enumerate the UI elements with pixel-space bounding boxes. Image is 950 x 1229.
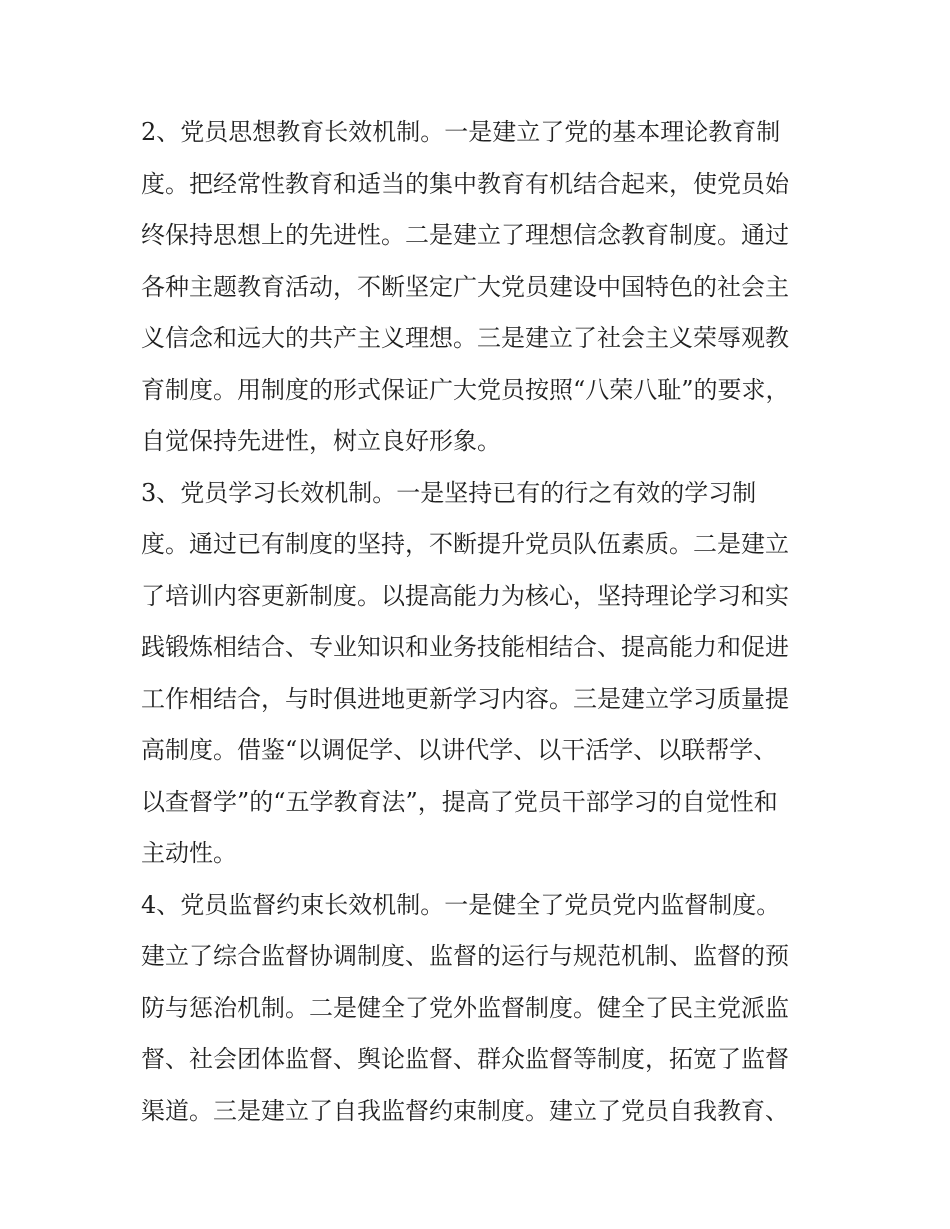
- text-line: 建立了综合监督协调制度、监督的运行与规范机制、监督的预: [141, 942, 789, 970]
- text-line: 主动性。: [141, 839, 237, 867]
- text-line: 工作相结合，与时俱进地更新学习内容。三是建立学习质量提: [141, 684, 789, 713]
- text-line: 育制度。用制度的形式保证广大党员按照“八荣八耻”的要求，: [141, 375, 790, 404]
- document-body: [141, 107, 821, 1137]
- text-line: 渠道。三是建立了自我监督约束制度。建立了党员自我教育、: [141, 1096, 789, 1125]
- text-line: 终保持思想上的先进性。二是建立了理想信念教育制度。通过: [141, 221, 789, 249]
- text-line: 3、党员学习长效机制。一是坚持已有的行之有效的学习制: [141, 478, 757, 507]
- text-line: 以查督学”的“五学教育法”，提高了党员干部学习的自觉性和: [141, 787, 778, 816]
- text-line: 防与惩治机制。二是健全了党外监督制度。健全了民主党派监: [141, 993, 789, 1022]
- text-line: 了培训内容更新制度。以提高能力为核心，坚持理论学习和实: [141, 581, 789, 610]
- text-line: 高制度。借鉴“以调促学、以讲代学、以干活学、以联帮学、: [141, 736, 778, 764]
- text-line: 2、党员思想教育长效机制。一是建立了党的基本理论教育制: [141, 118, 781, 146]
- text-line: 义信念和远大的共产主义理想。三是建立了社会主义荣辱观教: [141, 324, 789, 352]
- text-line: 督、社会团体监督、舆论监督、群众监督等制度，拓宽了监督: [141, 1045, 789, 1073]
- text-line: 4、党员监督约束长效机制。一是健全了党员党内监督制度。: [141, 890, 781, 919]
- text-line: 各种主题教育活动，不断坚定广大党员建设中国特色的社会主: [141, 272, 789, 301]
- text-line: 自觉保持先进性，树立良好形象。: [141, 427, 501, 455]
- text-line: 践锻炼相结合、专业知识和业务技能相结合、提高能力和促进: [141, 633, 789, 661]
- text-line: 度。通过已有制度的坚持，不断提升党员队伍素质。二是建立: [141, 530, 789, 558]
- text-line: 度。把经常性教育和适当的集中教育有机结合起来，使党员始: [141, 169, 789, 198]
